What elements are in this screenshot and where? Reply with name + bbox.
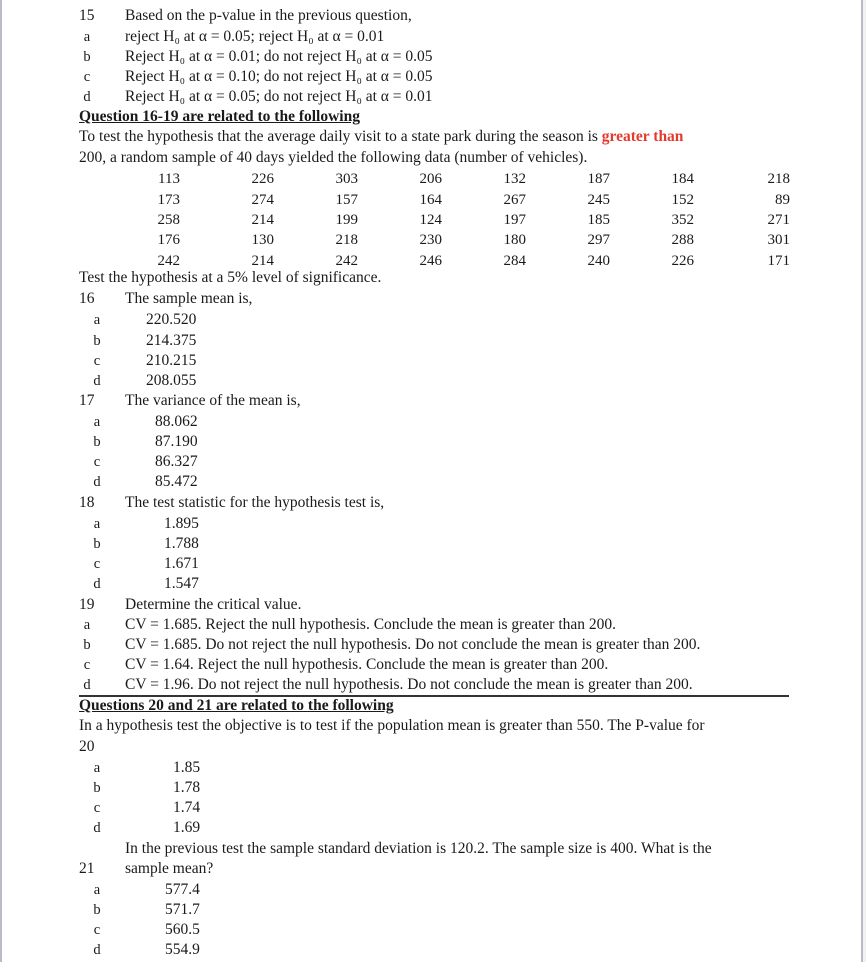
option-text: 577.4 (165, 881, 200, 898)
question-prompt: Determine the critical value. (125, 596, 302, 613)
option-text: 87.190 (155, 433, 198, 450)
table-cell: 164 (419, 191, 442, 208)
option-letter: a (83, 617, 91, 633)
option-letter: b (93, 902, 101, 918)
option-text: 1.74 (173, 799, 201, 816)
option-text: 85.472 (155, 473, 198, 490)
option-text: 208.055 (146, 372, 197, 389)
table-cell: 171 (767, 252, 790, 269)
table-cell: 258 (157, 211, 180, 228)
table-cell: 301 (767, 232, 790, 249)
option-text: CV = 1.64. Reject the null hypothesis. Conclude the mean is greater than 200. (125, 656, 609, 673)
table-row (140, 210, 790, 230)
question-number-20: 20 (79, 738, 95, 755)
option-letter: b (83, 637, 91, 653)
question-number: 19 (79, 596, 95, 613)
intro-highlight: greater than (601, 128, 684, 145)
question-number: 17 (79, 392, 95, 409)
option-letter: a (93, 312, 101, 328)
table-cell: 113 (158, 171, 180, 188)
table-row (140, 189, 790, 209)
table-cell: 157 (335, 191, 358, 208)
table-cell: 297 (587, 232, 610, 249)
option-text: CV = 1.685. Reject the null hypothesis. Conclude the mean is greater than 200. (125, 616, 617, 633)
option-letter: c (93, 800, 101, 816)
option-letter: c (93, 556, 101, 572)
option-text: 1.78 (173, 779, 201, 796)
question-number: 16 (79, 290, 95, 307)
option-letter: d (93, 820, 101, 836)
option-letter: d (93, 474, 101, 490)
table-cell: 303 (335, 171, 358, 188)
option-text: 88.062 (155, 413, 198, 430)
table-cell: 218 (767, 171, 790, 188)
option-letter: b (83, 49, 91, 65)
table-cell: 274 (251, 191, 274, 208)
table-cell: 152 (671, 191, 694, 208)
question-number: 15 (79, 7, 95, 24)
table-cell: 124 (419, 211, 442, 228)
table-cell: 185 (587, 211, 610, 228)
option-text: 1.547 (164, 575, 199, 592)
table-cell: 173 (157, 191, 180, 208)
section-heading: Questions 20 and 21 are related to the following (79, 697, 394, 714)
table-cell: 226 (251, 171, 274, 188)
option-text: 1.85 (173, 759, 201, 776)
vehicle-data-table (140, 169, 790, 271)
option-text: 1.895 (164, 515, 199, 532)
table-row (140, 230, 790, 250)
option-letter: b (93, 333, 101, 349)
option-text: Reject H₀ at α = 0.10; do not reject H₀ at α = 0.05 (125, 68, 433, 85)
table-cell: 214 (251, 211, 274, 228)
option-letter: c (83, 69, 91, 85)
option-letter: a (93, 414, 101, 430)
option-letter: b (93, 536, 101, 552)
question-prompt-continued: sample mean? (125, 860, 214, 877)
table-cell: 176 (157, 232, 180, 249)
table-cell: 242 (335, 252, 358, 269)
option-text: 210.215 (146, 352, 197, 369)
table-cell: 180 (503, 232, 526, 249)
table-cell: 130 (251, 232, 274, 249)
option-text: 560.5 (165, 921, 200, 938)
option-text: 86.327 (155, 453, 198, 470)
option-text: Reject H₀ at α = 0.01; do not reject H₀ at α = 0.05 (125, 48, 433, 65)
intro-text: To test the hypothesis that the average daily visit to a state park during the season is (79, 128, 602, 145)
option-letter: d (93, 373, 101, 389)
significance-instruction: Test the hypothesis at a 5% level of significance. (79, 269, 382, 286)
table-cell: 89 (775, 191, 790, 208)
option-letter: c (83, 657, 91, 673)
table-cell: 132 (503, 171, 526, 188)
table-cell: 197 (503, 211, 526, 228)
option-letter: d (83, 89, 91, 105)
table-cell: 288 (671, 232, 694, 249)
option-letter: a (83, 29, 91, 45)
table-cell: 352 (671, 211, 694, 228)
table-cell: 206 (419, 171, 442, 188)
table-row (140, 169, 790, 189)
option-text: 1.671 (164, 555, 199, 572)
page-edge-left (0, 0, 2, 962)
table-cell: 226 (671, 252, 694, 269)
section-intro (79, 127, 683, 147)
option-letter: c (93, 922, 101, 938)
option-text: CV = 1.685. Do not reject the null hypothesis. Do not conclude the mean is greater than 200. (125, 636, 701, 653)
option-letter: a (93, 882, 101, 898)
option-letter: a (93, 516, 101, 532)
table-cell: 240 (587, 252, 610, 269)
option-letter: b (93, 434, 101, 450)
option-letter: d (83, 677, 91, 693)
table-cell: 271 (767, 211, 790, 228)
table-cell: 246 (419, 252, 442, 269)
table-cell: 218 (335, 232, 358, 249)
option-text: CV = 1.96. Do not reject the null hypothesis. Do not conclude the mean is greater than 200. (125, 676, 693, 693)
table-cell: 187 (587, 171, 610, 188)
option-letter: b (93, 780, 101, 796)
option-letter: d (93, 576, 101, 592)
option-text: 214.375 (146, 332, 197, 349)
section-heading: Question 16-19 are related to the following (79, 108, 360, 125)
option-letter: c (93, 454, 101, 470)
question-prompt: In the previous test the sample standard deviation is 120.2. The sample size is 400. What is the (125, 840, 712, 857)
table-cell: 184 (671, 171, 694, 188)
question-number: 21 (79, 860, 95, 877)
question-number: 18 (79, 494, 95, 511)
option-text: 220.520 (146, 311, 197, 328)
option-letter: d (93, 942, 101, 958)
option-letter: c (93, 353, 101, 369)
table-cell: 214 (251, 252, 274, 269)
option-letter: a (93, 760, 101, 776)
intro-line-2: 200, a random sample of 40 days yielded the following data (number of vehicles). (79, 149, 588, 166)
table-cell: 199 (335, 211, 358, 228)
table-cell: 245 (587, 191, 610, 208)
option-text: 1.788 (164, 535, 199, 552)
section-intro: In a hypothesis test the objective is to test if the population mean is greater than 550. The P-value for (79, 717, 705, 734)
table-cell: 284 (503, 252, 526, 269)
table-cell: 267 (503, 191, 526, 208)
option-text: 554.9 (165, 941, 200, 958)
option-text: Reject H₀ at α = 0.05; do not reject H₀ at α = 0.01 (125, 88, 433, 105)
question-prompt: Based on the p-value in the previous question, (125, 7, 412, 24)
table-cell: 242 (157, 252, 180, 269)
option-text: 571.7 (165, 901, 200, 918)
option-text: reject H₀ at α = 0.05; reject H₀ at α = 0.01 (125, 28, 385, 45)
question-prompt: The variance of the mean is, (125, 392, 301, 409)
table-cell: 230 (419, 232, 442, 249)
question-prompt: The test statistic for the hypothesis test is, (125, 494, 385, 511)
option-text: 1.69 (173, 819, 201, 836)
question-prompt: The sample mean is, (125, 290, 253, 307)
